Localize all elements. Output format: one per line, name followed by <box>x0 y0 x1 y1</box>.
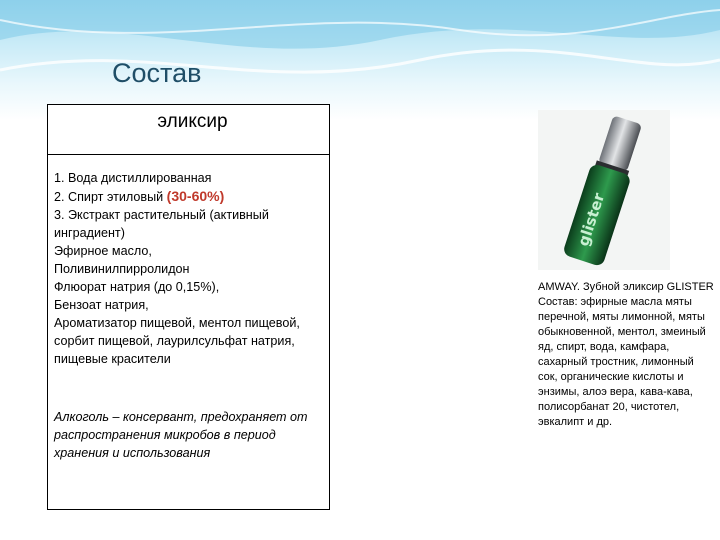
ingredient-text: 2. Спирт этиловый <box>54 190 167 204</box>
ingredient-line: сорбит пищевой, лаурилсульфат натрия, <box>54 334 295 348</box>
slide-title: Состав <box>112 58 202 88</box>
ingredient-line: пищевые красители <box>54 352 171 366</box>
table-body <box>48 155 329 462</box>
ingredient-line: Эфирное масло, <box>54 244 152 258</box>
ingredient-line: Флюорат натрия (до 0,15%), <box>54 280 220 294</box>
bottle-label-text: glister <box>574 190 609 249</box>
ingredient-line: 1. Вода дистиллированная <box>54 171 212 185</box>
table-header: эликсир <box>48 105 329 155</box>
ingredient-line: Ароматизатор пищевой, ментол пищевой, <box>54 316 300 330</box>
ingredient-line: Бензоат натрия, <box>54 298 149 312</box>
alcohol-percent: (30-60%) <box>166 188 225 204</box>
product-image <box>538 110 670 270</box>
glister-bottle-icon <box>538 110 670 270</box>
product-caption: AMWAY. Зубной эликсир GLISTER Состав: эфирные масла мяты перечной, мяты лимонной, мяты обыкновенной, ментол, змеиный яд, спирт, вода, камфара, сахарный тростник, лимонный сок, органические кислоты и энзимы, алоэ вера, кава-кава, полисорбанат 20, чистотел, эвкалипт и др. <box>538 281 714 428</box>
ingredient-line: 3. Экстракт растительный (активный <box>54 208 269 222</box>
alcohol-note: Алкоголь – консервант, предохраняет от распространения микробов в период хранения и использования <box>54 410 308 460</box>
ingredient-line <box>54 187 323 206</box>
ingredient-line: инградиент) <box>54 226 125 240</box>
header-wave-decoration <box>0 0 720 120</box>
ingredient-line: Поливинилпирролидон <box>54 262 190 276</box>
ingredients-table <box>47 104 330 510</box>
